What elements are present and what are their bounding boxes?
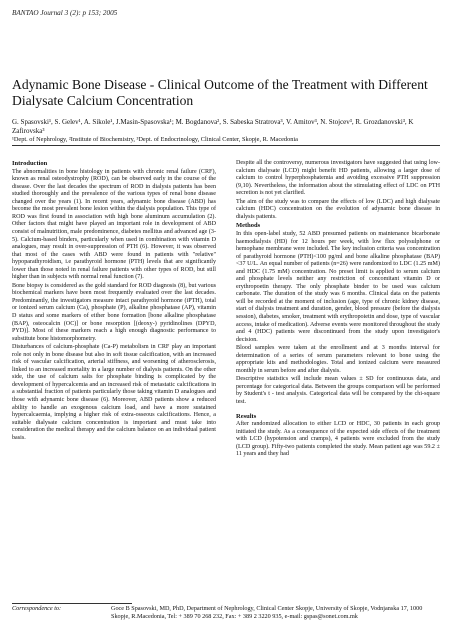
correspondence-details: Goce B Spasovski, MD, PhD, Department of Nephrology, Clinical Center Skopje, University of Skopje, Vodnjanska 17, 1000 Skopje, R.Macedonia, Tel: + 389 70 268 232, Fax: + 389 2 3220 935, e-mail: gspas@sonet.com.mk: [111, 605, 423, 620]
article-title: Adynamic Bone Disease - Clinical Outcome of the Treatment with Different Dialysate Calcium Concentration: [12, 77, 428, 108]
affiliations: ¹Dept. of Nephrology, ²Institute of Biochemistry, ³Dept. of Endocrinology, Clinical Center, Skopje, R. Macedonia: [12, 136, 298, 143]
introduction-heading: Introduction: [12, 160, 48, 167]
body-paragraph: In this open-label study, 52 ABD presumed patients on maintenance bicarbonate haemodialysis (HD) for 12 hours per week, with low flux polysulphone or hemophane membrane were included. The key inclusion criteria was concentration of parathyroid hormone (PTH)<100 pg/ml and bone alkaline phosphatase (BAP)<37 U/L. An equal number of patients (n=26) were randomized to LDC (1.25 mM) and HDC (1.75 mM) concentration. No preset limit is applied to serum calcium and phosphate levels neither any restriction of concomitant vitamin D or erythropoetin therapy. The only phosphate binder to be used was calcium carbonate. The duration of the study was 6 months. Clinical data on the patients will be recorded at the moment of inclusion (age, type of chronic kidney disease, start of dialysis treatment and duration, gender, blood pressure (before the dialysis session), diabetes, smoker, treatment with erythropoietin and dose, type of vascular access, intake of medication). Adverse events were monitored throughout the study and 4 (HDC) patients were discontinued from the study upon investigator's decision.: [236, 230, 440, 343]
body-paragraph: Blood samples were taken at the enrollment and at 3 months interval for determination of a series of serum parameters relevant to bone using the appropriate kits and methodologies. Total and ionized calcium were measured monthly in serum before and after dialysis.: [236, 345, 440, 374]
footnote-divider: [12, 603, 132, 604]
methods-heading: Methods: [236, 222, 261, 230]
left-column: [12, 160, 216, 443]
body-paragraph: After randomized allocation to either LCD or HDC, 30 patients in each group initiated the study. As a consequence of the expected side effects of the treatment with LCD (hypotension and cramps), 4 patients were excluded from the study (LCD group). Fifty-two patients completed the study. Mean patient age was 59.2 ± 11 years and they had: [236, 421, 440, 458]
results-heading: Results: [236, 412, 257, 420]
body-paragraph: Despite all the controversy, numerous investigators have suggested that using low-calcium dialysate (LCD) might benefit HD patients, allowing a larger dose of calcium to control hyperphosphatemia and avoiding excessive PTH suppression (9,10). Nevertheless, the information about the stimulating effect of LDC on PTH secretion is not yet clarified.: [236, 160, 440, 197]
journal-citation: BANTAO Journal 3 (2): p 153; 2005: [12, 9, 118, 17]
header-divider: [12, 145, 440, 146]
body-paragraph: The aim of the study was to compare the effects of low (LDC) and high dialysate calcium (HDC) concentration on the evolution of adynamic bone disease in dialysis patients.: [236, 198, 440, 220]
body-paragraph: The abnormalities in bone histology in patients with chronic renal failure (CRF), known as renal osteodystrophy (ROD), can be observed early in the course of the disease. Over the last decades the spectrum of ROD in dialysis patients has been studied thoroughly and the prevalence of the various types of renal bone disease changed over the years (1). In recent years, adynamic bone disease (ABD) has become the most prevalent bone lesion within the dialysis population. This type of ROD was first found in association with high bone aluminum accumulation (2). Other factors that might have played an important role in development of ABD consist of malnutrition, male predominence, diabetes mellitus and advanced age (3-5). Calcium-based binders, particularly when used in combination with vitamin D analogues, may result in over-suppression of PTH (6). However, it was observed that most of the cases with ABD were found in patients with "relative" hypoparathyroidism, i.e parathyroid hormone (PTH) levels that are significantly lower than those noted in renal failure patients with other types of ROD, but still higher than in subjects with normal renal function (7).: [12, 168, 216, 281]
body-paragraph: Disturbances of calcium-phosphate (Ca-P) metabolism in CRF play an important role not only in bone disease but also in soft tissue calcification, with an increased risk of vascular calcification, arterial stiffness, and worsening of atherosclerosis, linked to an increased mortality in a large number of dialysis patients. On the other side, the use of calcium salts for phosphate binding is complicated by the development of hypercalcemia and an increased risk of metastatic calcifications in a substantial fraction of patients particularly those taking vitamin D analogues and those with adynamic bone disease (6). Moreover, ABD patients show a reduced ability to handle an exogenous calcium load, and have a more sustained hypercalcaemia, implying a higher risk of extra-osseous calcifications. Hence, a suitable dialysate calcium concentration is important and must take into consideration the medical therapy and the calcium balance on an individual patient basis.: [12, 344, 216, 441]
author-list: G. Spasovski¹, S. Gelev¹, A. Sikole¹, J.Masin-Spasovska¹; M. Bogdanova², S. Sabeska Stratrova³, V. Amitov³, N. Stojcev³, R. Grozdanovski³, K Zafirovska³: [12, 118, 414, 135]
correspondence-label: Correspondence to:: [12, 605, 62, 612]
body-paragraph: Bone biopsy is considered as the gold standard for ROD diagnosis (8), but various biochemical markers have been most frequently evaluated over the last decades. Predominantly, the investigators measure intact parathyroid hormone (iPTH), total or ionized serum calcium (Ca), phosphate (P), alkaline phosphatase (AP), vitamin D status and some markers of either bone formation [bone alkaline phosphatase (BAP), osteocalcin (OC)] or bone resorption [(deoxy-) pyridinolines (DPYD, PYD)]. Most of these markers reach a high enough diagnostic performance to substitute bone histomorphometry.: [12, 282, 216, 342]
body-paragraph: Descriptive statistics will include mean values ± SD for continuous data, and percentage for categorical data. Between the groups comparison will be performed by Student's t - test analysis. Categorical data will be compared by the chi-square test.: [236, 376, 440, 405]
right-column: [236, 160, 440, 460]
